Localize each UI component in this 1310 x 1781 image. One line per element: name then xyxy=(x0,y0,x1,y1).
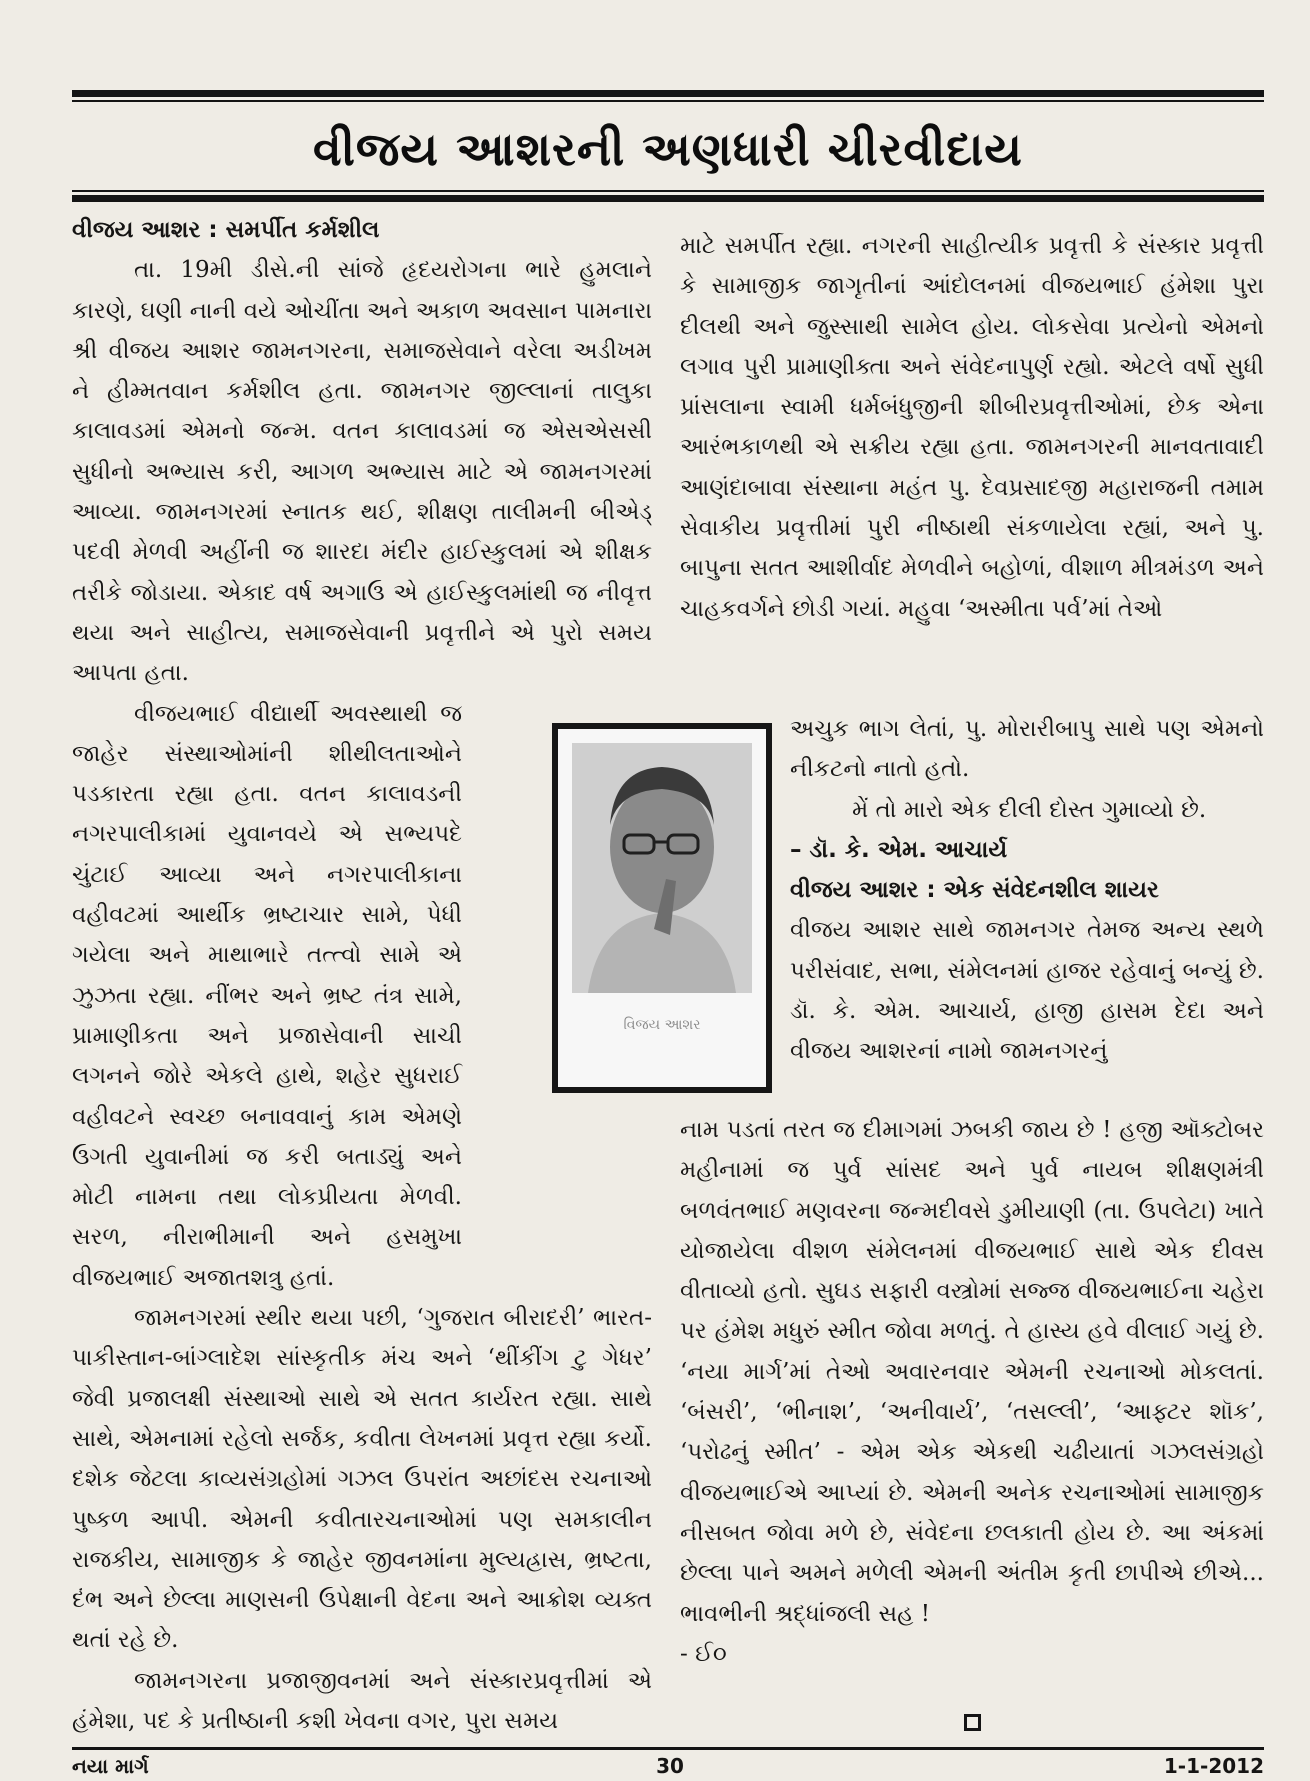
signature-editor: - ઈ૦ xyxy=(680,1640,727,1667)
closing-line: મેં તો મારો એક દીલી દોસ્ત ગુમાવ્યો છે. xyxy=(852,796,1207,823)
signature-acharya: – ડૉ. કે. એમ. આચાર્ય xyxy=(790,836,1008,863)
headline-rule-bottom-thin xyxy=(72,190,1264,192)
headline-rule-top-thin xyxy=(72,100,1264,102)
portrait-photo xyxy=(552,723,772,1093)
footer-magazine-name: નયા માર્ગ xyxy=(72,1754,149,1778)
paragraph-right-2: નામ પડતાં તરત જ દીમાગમાં ઝબકી જાય છે ! હજી ઑક્ટોબર મહીનામાં જ પુર્વ સાંસદ અને પુર્વ નાયબ શીક્ષણમંત્રી બળવંતભાઈ મણવરના જન્મદીવસે ડુમીયાણી (તા. ઉપલેટા) ખાતે યોજાયેલા વીશળ સંમેલનમાં વીજયભાઈ સાથે એક દીવસ વીતાવ્યો હતો. સુઘડ સફારી વસ્ત્રોમાં સજ્જ વીજયભાઈના ચહેરા પર હંમેશ મધુરું સ્મીત જોવા મળતું. તે હાસ્ય હવે વીલાઈ ગયું છે. ‘નયા માર્ગ’માં તેઓ અવારનવાર એમની રચનાઓ મોકલતાં. ‘બંસરી’, ‘ભીનાશ’, ‘અનીવાર્ય’, ‘તસલ્લી’, ‘આફ્ટર શૉક’, ‘પરોઢનું સ્મીત’ - એમ એક એકથી ચઢીયાતાં ગઝલસંગ્રહો વીજયભાઈએ આપ્યાં છે. એમની અનેક રચનાઓમાં સામાજીક નીસબત જોવા મળે છે, સંવેદના છલકાતી હોય છે. આ અંકમાં છેલ્લા પાને અમને મળેલી એમની અંતીમ કૃતી છાપીએ છીએ... ભાવભીની શ્રદ્ધાંજલી સહ ! xyxy=(680,1117,1264,1627)
paragraph-1: તા. 19મી ડીસે.ની સાંજે હૃદયરોગના ભારે હુમલાને કારણે, ઘણી નાની વયે ઓચીંતા અને અકાળ અવસાન પામનારા શ્રી વીજય આશર જામનગરના, સમાજસેવાને વરેલા અડીખમ ને હીમ્મતવાન કર્મશીલ હતા. જામનગર જીલ્લાનાં તાલુકા કાલાવડમાં એમનો જન્મ. વતન કાલાવડમાં જ એસએસસી સુધીનો અભ્યાસ કરી, આગળ અભ્યાસ માટે એ જામનગરમાં આવ્યા. જામનગરમાં સ્નાતક થઈ, શીક્ષણ તાલીમની બીએડ્ પદવી મેળવી અહીંની જ શારદા મંદીર હાઈસ્કુલમાં એ શીક્ષક તરીકે જોડાયા. એકાદ વર્ષ અગાઉ એ હાઈસ્કુલમાંથી જ નીવૃત્ત થયા અને સાહીત્ય, સમાજસેવાની પ્રવૃત્તીને એ પુરો સમય આપતા હતા. xyxy=(72,257,652,687)
headline-rule-bottom-thick xyxy=(72,195,1264,202)
paragraph-right-1: માટે સમર્પીત રહ્યા. નગરની સાહીત્યીક પ્રવૃત્તી કે સંસ્કાર પ્રવૃત્તી કે સામાજીક જાગૃતીનાં આંદોલનમાં વીજયભાઈ હંમેશા પુરા દીલથી અને જુસ્સાથી સામેલ હોય. લોકસેવા પ્રત્યેનો એમનો લગાવ પુરી પ્રામાણીક્તા અને સંવેદનાપુર્ણ રહ્યો. એટલે વર્ષો સુધી પ્રાંસલાના સ્વામી ધર્મબંધુજીની શીબીરપ્રવૃત્તીઓમાં, છેક એના આરંભકાળથી એ સક્રીય રહ્યા હતા. જામનગરની માનવતાવાદી આણંદાબાવા સંસ્થાના મહંત પુ. દેવપ્રસાદજી મહારાજની તમામ સેવાકીય પ્રવૃત્તીમાં પુરી નીષ્ઠાથી સંકળાયેલા રહ્યાં, અને પુ. બાપુના સતત આશીર્વાદ મેળવીને બહોળાં, વીશાળ મીત્રમંડળ અને ચાહકવર્ગને છોડી ગયાં. મહુવા ‘અસ્મીતા પર્વ’માં તેઓ xyxy=(680,233,1264,622)
paragraph-right-wrap: અચુક ભાગ લેતાં, પુ. મોરારીબાપુ સાથે પણ એમનો નીકટનો નાતો હતો. xyxy=(790,716,1264,783)
paragraph-3: જામનગરમાં સ્થીર થયા પછી, ‘ગુજરાત બીરાદરી’ ભારત-પાકીસ્તાન-બાંગ્લાદેશ સાંસ્કૃતીક મંચ અને ‘થીંકીંગ ટુ ગેધર’ જેવી પ્રજાલક્ષી સંસ્થાઓ સાથે એ સતત કાર્યરત રહ્યા. સાથે સાથે, એમનામાં રહેલો સર્જક, કવીતા લેખનમાં પ્રવૃત્ત રહ્યા કર્યો. દશેક જેટલા કાવ્યસંગ્રહોમાં ગઝલ ઉપરાંત અછાંદસ રચનાઓ પુષ્કળ આપી. એમની કવીતારચનાઓમાં પણ સમકાલીન રાજકીય, સામાજીક કે જાહેર જીવનમાંના મુલ્યહ્રાસ, ભ્રષ્ટતા, દંભ અને છેલ્લા માણસની ઉપેક્ષાની વેદના અને આક્રોશ વ્યક્ત થતાં રહે છે. xyxy=(72,1305,652,1654)
page-title: વીજય આશરની અણધારી ચીરવીદાય xyxy=(313,122,1023,176)
footer-date: 1-1-2012 xyxy=(1163,1754,1264,1778)
photo-signature: વિજય આશર xyxy=(623,1017,701,1033)
paragraph-right-2-start: વીજય આશર સાથે જામનગર તેમજ અન્ય સ્થળે પરીસંવાદ, સભા, સંમેલનમાં હાજર રહેવાનું બન્યું છે. ડૉ. કે. એમ. આચાર્ય, હાજી હાસમ દેદા અને વીજય આશરનાં નામો જામનગરનું xyxy=(790,917,1264,1065)
footer-rule xyxy=(72,1747,1264,1750)
right-column-bottom xyxy=(680,1110,1264,1674)
end-of-article-mark xyxy=(964,1714,981,1731)
headline-rule-top-thick xyxy=(72,90,1264,97)
paragraph-2: વીજયભાઈ વીદ્યાર્થી અવસ્થાથી જ જાહેર સંસ્થાઓમાંની શીથીલતાઓને પડકારતા રહ્યા હતા. વતન કાલાવડની નગરપાલીકામાં યુવાનવયે એ સભ્યપદે ચુંટાઈ આવ્યા અને નગરપાલીકાના વહીવટમાં આર્થીક ભ્રષ્ટાચાર સામે, પેધી ગયેલા અને માથાભારે તત્ત્વો સામે એ ઝુઝતા રહ્યા. નીંભર અને ભ્રષ્ટ તંત્ર સામે, પ્રામાણીકતા અને પ્રજાસેવાની સાચી લગનને જોરે એકલે હાથે, શહેર સુધરાઈ વહીવટને સ્વચ્છ બનાવવાનું કામ એમણે ઉગતી યુવાનીમાં જ કરી બતાડ્યું અને મોટી નામના તથા લોકપ્રીયતા મેળવી. સરળ, નીરાભીમાની અને હસમુખા વીજયભાઈ અજાતશત્રુ હતાં. xyxy=(72,700,462,1291)
photo-wrap-text xyxy=(790,709,1264,1072)
right-column-top xyxy=(680,226,1264,629)
portrait-image xyxy=(558,729,766,1087)
paragraph-4: જામનગરના પ્રજાજીવનમાં અને સંસ્કારપ્રવૃત્તીમાં એ હંમેશા, પદ કે પ્રતીષ્ઠાની કશી ખેવના વગર, પુરા સમય xyxy=(72,1667,652,1734)
subhead-dedicated-activist: વીજય આશર : સમર્પીત કર્મશીલ xyxy=(72,217,380,243)
subhead-sensitive-poet: વીજય આશર : એક સંવેદનશીલ શાયર xyxy=(790,877,1159,904)
footer-page-number: 30 xyxy=(656,1754,684,1778)
